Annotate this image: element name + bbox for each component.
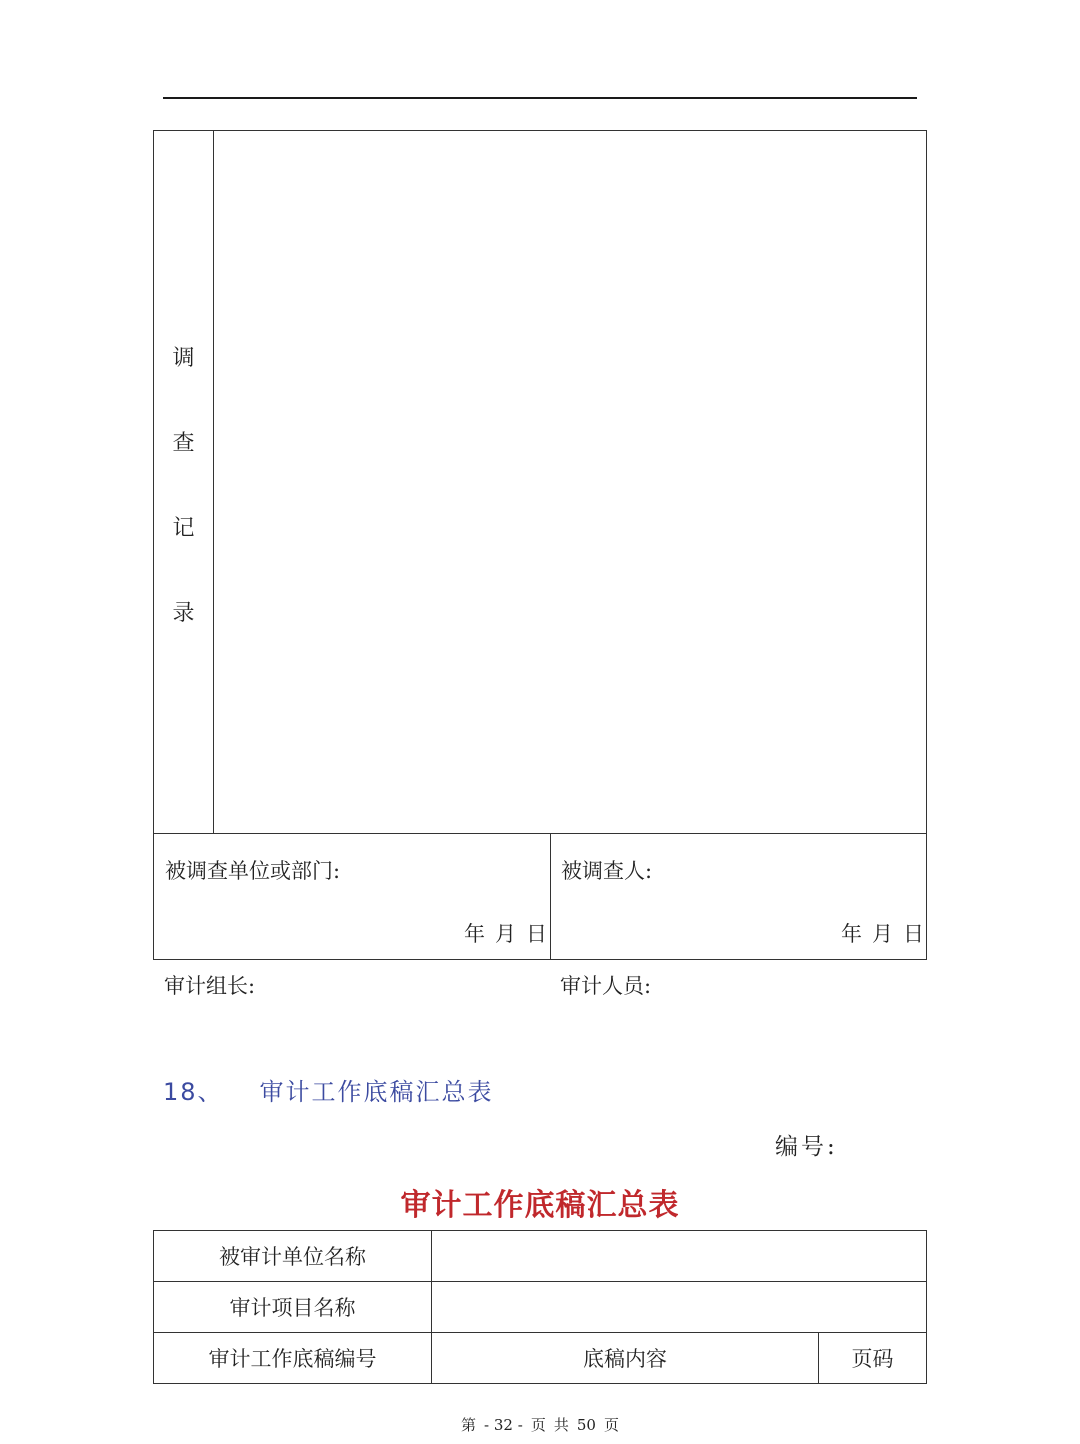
month-label: 月 xyxy=(495,922,516,946)
investigated-unit-label: 被调查单位或部门: xyxy=(165,859,341,883)
day-label: 日 xyxy=(903,922,924,946)
section-heading xyxy=(163,1072,494,1107)
column-header-content: 底稿内容 xyxy=(432,1333,819,1384)
day-label: 日 xyxy=(526,922,547,946)
side-label-char: 查 xyxy=(172,431,195,456)
table-title: 审计工作底稿汇总表 xyxy=(400,1188,680,1223)
footer-page-number: - 32 - xyxy=(484,1416,523,1434)
footer-total-pages: 50 xyxy=(576,1416,596,1434)
investigated-person-label: 被调查人: xyxy=(561,859,653,883)
side-label-char: 录 xyxy=(172,601,195,626)
section-title: 审计工作底稿汇总表 xyxy=(259,1078,494,1106)
column-header-page: 页码 xyxy=(819,1333,927,1384)
form-vertical-divider xyxy=(213,131,214,833)
side-label-char: 记 xyxy=(172,516,195,541)
footer-prefix: 第 xyxy=(461,1416,477,1434)
audited-unit-name-value[interactable] xyxy=(432,1231,927,1282)
header-rule xyxy=(163,97,917,99)
page-footer xyxy=(0,1414,1080,1435)
year-label: 年 xyxy=(464,922,485,946)
investigation-record-form xyxy=(153,130,927,960)
audit-leader-label: 审计组长: xyxy=(164,974,256,998)
table-row xyxy=(154,1333,927,1384)
footer-page-word: 页 xyxy=(530,1416,546,1434)
footer-suffix: 页 xyxy=(603,1416,619,1434)
code-label: 编号: xyxy=(775,1134,838,1160)
audit-project-name-label: 审计项目名称 xyxy=(154,1282,432,1333)
side-label-char: 调 xyxy=(172,346,195,371)
person-date xyxy=(831,918,924,948)
form-horizontal-divider xyxy=(154,833,926,834)
summary-table xyxy=(153,1230,927,1384)
audit-project-name-value[interactable] xyxy=(432,1282,927,1333)
column-header-number: 审计工作底稿编号 xyxy=(154,1333,432,1384)
auditor-label: 审计人员: xyxy=(560,974,652,998)
section-number: 18、 xyxy=(163,1078,224,1106)
table-row xyxy=(154,1282,927,1333)
audited-unit-name-label: 被审计单位名称 xyxy=(154,1231,432,1282)
year-label: 年 xyxy=(841,922,862,946)
unit-date xyxy=(454,918,547,948)
footer-total-word: 共 xyxy=(553,1416,569,1434)
form-middle-divider xyxy=(550,833,551,959)
month-label: 月 xyxy=(872,922,893,946)
table-row xyxy=(154,1231,927,1282)
